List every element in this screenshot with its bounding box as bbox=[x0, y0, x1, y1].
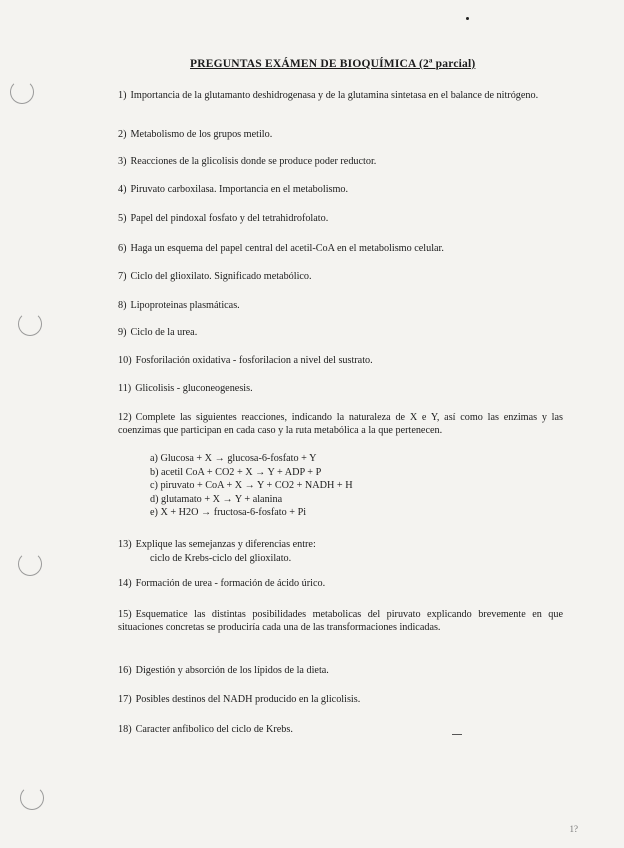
punch-hole-4 bbox=[20, 786, 44, 810]
question-number: 11) bbox=[118, 383, 132, 394]
question-text: Esquematice las distintas posibilidades metabolicas del piruvato explicando brevemente en que situaciones concretas se produciría cada una de las transformaciones indicadas. bbox=[118, 609, 563, 633]
reaction-e: e) X + H2O → fructosa-6-fosfato + Pi bbox=[150, 507, 307, 518]
question-7 bbox=[118, 271, 563, 284]
stray-mark bbox=[452, 734, 462, 735]
question-number: 3) bbox=[118, 156, 127, 167]
question-15 bbox=[118, 609, 563, 634]
question-text: Caracter anfibolico del ciclo de Krebs. bbox=[135, 724, 293, 735]
question-text: Papel del pindoxal fosfato y del tetrahidrofolato. bbox=[130, 213, 329, 224]
punch-hole-1 bbox=[10, 80, 34, 104]
question-number: 7) bbox=[118, 271, 127, 282]
question-number: 12) bbox=[118, 412, 132, 423]
question-3 bbox=[118, 156, 563, 169]
question-13 bbox=[118, 539, 563, 552]
question-5 bbox=[118, 213, 563, 226]
question-number: 13) bbox=[118, 539, 132, 550]
comparison-item: ciclo de Krebs-ciclo del glioxilato. bbox=[150, 553, 292, 564]
question-number: 1) bbox=[118, 90, 127, 101]
question-6 bbox=[118, 243, 563, 256]
question-14 bbox=[118, 578, 563, 591]
question-number: 5) bbox=[118, 213, 127, 224]
question-number: 6) bbox=[118, 243, 127, 254]
question-text: Complete las siguientes reacciones, indicando la naturaleza de X e Y, así como las enzimas y las coenzimas que participan en cada caso y la ruta metabólica a la que pertenecen. bbox=[118, 412, 563, 436]
question-text: Reacciones de la glicolisis donde se produce poder reductor. bbox=[130, 156, 377, 167]
question-4 bbox=[118, 184, 563, 197]
question-text: Metabolismo de los grupos metilo. bbox=[130, 129, 273, 140]
page-title: PREGUNTAS EXÁMEN DE BIOQUÍMICA (2ª parcial) bbox=[190, 58, 476, 70]
question-number: 14) bbox=[118, 578, 132, 589]
reaction-d: d) glutamato + X → Y + alanina bbox=[150, 493, 283, 505]
question-text: Ciclo de la urea. bbox=[130, 327, 198, 338]
question-text: Lipoproteinas plasmáticas. bbox=[130, 300, 240, 311]
question-text: Explique las semejanzas y diferencias entre: bbox=[135, 539, 316, 550]
question-number: 9) bbox=[118, 327, 127, 338]
question-8 bbox=[118, 300, 563, 313]
question-10 bbox=[118, 355, 563, 368]
question-text: Importancia de la glutamanto deshidrogenasa y de la glutamina sintetasa en el balance de nitrógeno. bbox=[130, 90, 539, 101]
punch-hole-2 bbox=[18, 312, 42, 336]
question-number: 16) bbox=[118, 665, 132, 676]
question-13-item bbox=[150, 552, 291, 566]
question-text: Haga un esquema del papel central del acetil-CoA en el metabolismo celular. bbox=[130, 243, 444, 254]
question-1 bbox=[118, 90, 563, 103]
question-12 bbox=[118, 412, 563, 437]
question-text: Formación de urea - formación de ácido úrico. bbox=[135, 578, 326, 589]
reaction-a: a) Glucosa + X → glucosa-6-fosfato + Y bbox=[150, 453, 317, 464]
question-11 bbox=[118, 383, 563, 396]
question-number: 18) bbox=[118, 724, 132, 735]
reaction-list bbox=[150, 452, 353, 520]
reaction-b: b) acetil CoA + CO2 + X → Y + ADP + P bbox=[150, 466, 322, 478]
question-18 bbox=[118, 724, 563, 737]
question-9 bbox=[118, 327, 563, 340]
question-text: Piruvato carboxilasa. Importancia en el metabolismo. bbox=[130, 184, 349, 195]
punch-hole-3 bbox=[18, 552, 42, 576]
question-text: Ciclo del glioxilato. Significado metabólico. bbox=[130, 271, 312, 282]
question-number: 4) bbox=[118, 184, 127, 195]
question-17 bbox=[118, 694, 563, 707]
page-mark: 1? bbox=[569, 824, 578, 834]
question-number: 10) bbox=[118, 355, 132, 366]
question-text: Posibles destinos del NADH producido en la glicolisis. bbox=[135, 694, 361, 705]
question-2 bbox=[118, 129, 563, 142]
reaction-c: c) piruvato + CoA + X → Y + CO2 + NADH + H bbox=[150, 480, 353, 491]
question-number: 2) bbox=[118, 129, 127, 140]
question-number: 8) bbox=[118, 300, 127, 311]
question-number: 17) bbox=[118, 694, 132, 705]
question-number: 15) bbox=[118, 609, 132, 620]
speck bbox=[466, 17, 469, 20]
question-text: Digestión y absorción de los lípidos de la dieta. bbox=[135, 665, 329, 676]
question-16 bbox=[118, 665, 563, 678]
question-text: Glicolisis - gluconeogenesis. bbox=[135, 383, 253, 394]
question-text: Fosforilación oxidativa - fosforilacion a nivel del sustrato. bbox=[135, 355, 373, 366]
